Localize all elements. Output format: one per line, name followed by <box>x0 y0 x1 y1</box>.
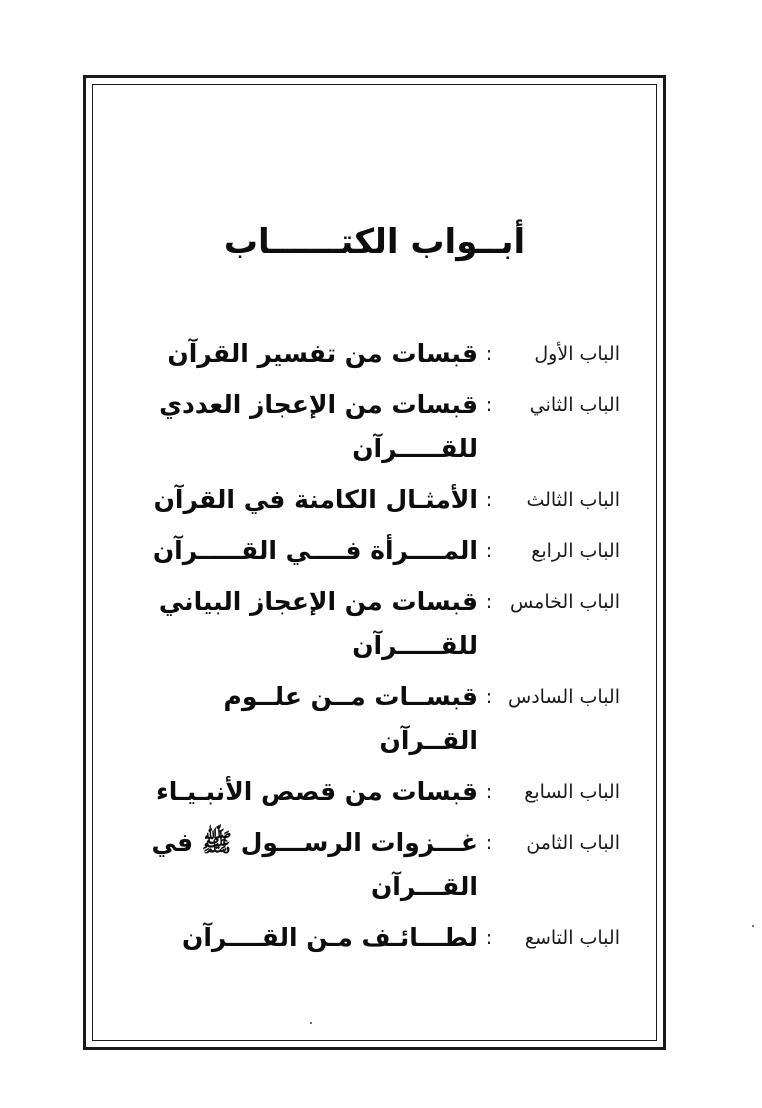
toc-entry-4 <box>130 529 620 573</box>
separator: : <box>485 540 493 562</box>
toc-entry-7 <box>130 770 620 814</box>
chapter-subject: الأمثـال الكامنة في القرآن <box>153 485 478 514</box>
toc-entry-2 <box>130 383 620 471</box>
chapter-subject: قبســات مــن علــوم القــرآن <box>223 682 478 755</box>
chapter-label: الباب الثالث <box>526 489 620 511</box>
toc-entry-6 <box>130 675 620 763</box>
table-of-contents <box>130 332 620 967</box>
separator: : <box>485 591 493 613</box>
separator: : <box>485 781 493 803</box>
separator: : <box>485 927 493 949</box>
chapter-subject: قبسات من تفسير القرآن <box>167 339 478 368</box>
chapter-subject: قبسات من الإعجاز العددي للقـــــرآن <box>159 390 478 463</box>
chapter-label: الباب الرابع <box>531 540 620 562</box>
scan-speck <box>310 1022 312 1024</box>
chapter-label: الباب الثامن <box>526 832 620 854</box>
toc-entry-5 <box>130 580 620 668</box>
chapter-subject: لطـــائـف مـن القــــرآن <box>182 923 478 952</box>
chapter-label: الباب السادس <box>508 686 620 708</box>
chapter-label: الباب الثاني <box>529 394 620 416</box>
toc-entry-8 <box>130 821 620 909</box>
chapter-label: الباب التاسع <box>524 927 620 949</box>
toc-entry-9 <box>130 916 620 960</box>
chapter-label: الباب الخامس <box>509 591 620 613</box>
chapter-subject: غـــزوات الرســـول ﷺ في القـــرآن <box>151 828 478 901</box>
separator: : <box>485 489 493 511</box>
scan-speck <box>752 925 754 927</box>
separator: : <box>485 832 493 854</box>
chapter-label: الباب الأول <box>534 343 620 365</box>
separator: : <box>485 394 493 416</box>
toc-entry-3 <box>130 478 620 522</box>
chapter-subject: قبسات من قصص الأنبـيـاء <box>156 777 478 806</box>
separator: : <box>485 343 493 365</box>
chapter-subject: قبسات من الإعجاز البياني للقـــــرآن <box>158 587 478 660</box>
chapter-subject: المــــرأة فــــي القـــــرآن <box>152 536 478 565</box>
separator: : <box>485 686 493 708</box>
page-title: أبــواب الكتــــــاب <box>223 222 526 262</box>
toc-entry-1 <box>130 332 620 376</box>
chapter-label: الباب السابع <box>524 781 620 803</box>
